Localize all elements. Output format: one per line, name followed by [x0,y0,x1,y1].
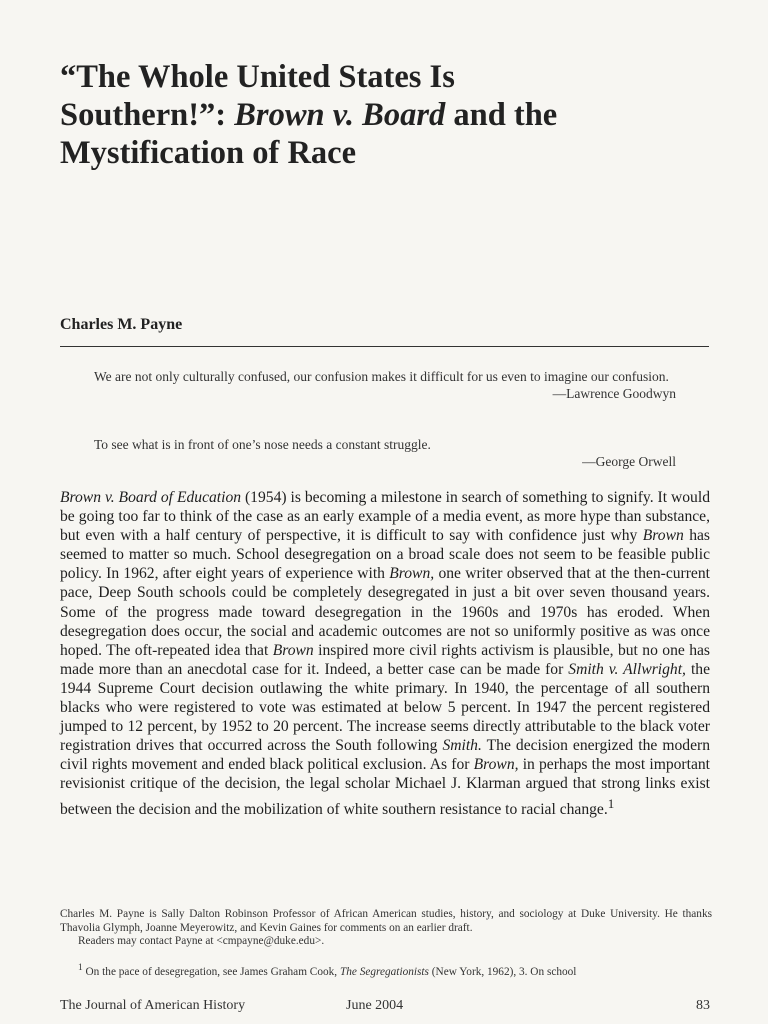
epigraph-quote: We are not only culturally confused, our confusion makes it difficult for us even to imagine our confusion. [94,369,669,384]
footnote-1 [60,962,712,979]
footer-journal-name: The Journal of American History [60,998,246,1013]
epigraph-quote: To see what is in front of one’s nose needs a constant struggle. [94,437,431,452]
contact-text: Readers may contact Payne at <cmpayne@duke.edu>. [78,935,325,948]
body-segment: in perhaps the most important revisionist critique of the decision, the legal scholar Michael J. Klarman argued that strong links exist between the decision and the mobilization of white southern resistance to racial change. [60,756,710,818]
footnote-text: (New York, 1962), 3. On school [428,965,577,978]
body-segment: The decision energized the modern civil rights movement and ended black political exclusion. As for [60,737,710,774]
article-title [60,58,720,172]
case-name: Brown [272,641,314,659]
bio-text: Charles M. Payne is Sally Dalton Robinson Professor of African American studies, history, and sociology at Duke University. He thanks Thavolia Glymph, Joanne Meyerowitz, and Kevin Gaines for comments on an earlier draft. [60,908,712,934]
title-line-2 [60,96,720,134]
author-name: Charles M. Payne [60,316,183,333]
case-name: Brown [642,527,684,545]
epigraph [94,368,676,402]
body-segment: the 1944 Supreme Court decision outlawing the white primary. In 1940, the percentage of all southern blacks who were registered to vote was estimated at below 5 percent. In 1947 the percent registered jumped to 12 percent, by 1952 to 20 percent. The increase seems directly attributable to the black voter registration drives that occurred across the South following [60,660,711,755]
body-segment: one writer observed that at the then-current pace, Deep South schools could be completely desegregated in just a bit over seven thousand years. Some of the progress made toward desegregation in the 1960s and 1970s has eroded. When desegregation does occur, the social and academic outcomes are not so uniformly positive as was once hoped. The oft-repeated idea that [60,565,710,659]
epigraph [94,436,676,470]
case-name: Brown, [389,565,435,583]
footer-date: June 2004 [346,998,404,1013]
title-line-1: “The Whole United States Is [60,59,455,95]
book-title: The Segregationists [339,965,429,978]
title-segment: and the [445,97,558,133]
title-rule [60,346,709,347]
page-number: 83 [696,998,710,1013]
case-name: Smith v. Allwright, [568,660,686,678]
epigraph-attribution: —George Orwell [582,454,676,469]
title-case-name: Brown v. Board [234,97,446,133]
author-bio-note [60,908,712,949]
case-name: Brown v. Board of Education [60,489,242,506]
body-segment: (1954) is becoming a milestone in search of something to signify. It would be going too far to think of the case as an early example of a media event, as more hype than substance, but even with a half century of perspective, it is difficult to say with confidence just why [60,489,710,545]
body-segment: has seemed to matter so much. School desegregation on a broad scale does not seem to be feasible public policy. In 1962, after eight years of experience with [60,527,711,583]
case-name: Smith. [442,737,482,755]
footnote-marker: 1 [78,963,83,973]
footnote-reference[interactable]: 1 [607,795,615,811]
body-segment: inspired more civil rights activism is plausible, but no one has made more than an anecdotal case for it. Indeed, a better case can be made for [60,641,710,678]
title-line-3: Mystification of Race [60,135,357,171]
title-segment: Southern!”: [60,97,235,133]
body-paragraph [60,488,710,819]
epigraph-attribution: —Lawrence Goodwyn [552,386,676,401]
case-name: Brown, [473,756,519,774]
footnote-text: On the pace of desegregation, see James Graham Cook, [82,965,340,978]
